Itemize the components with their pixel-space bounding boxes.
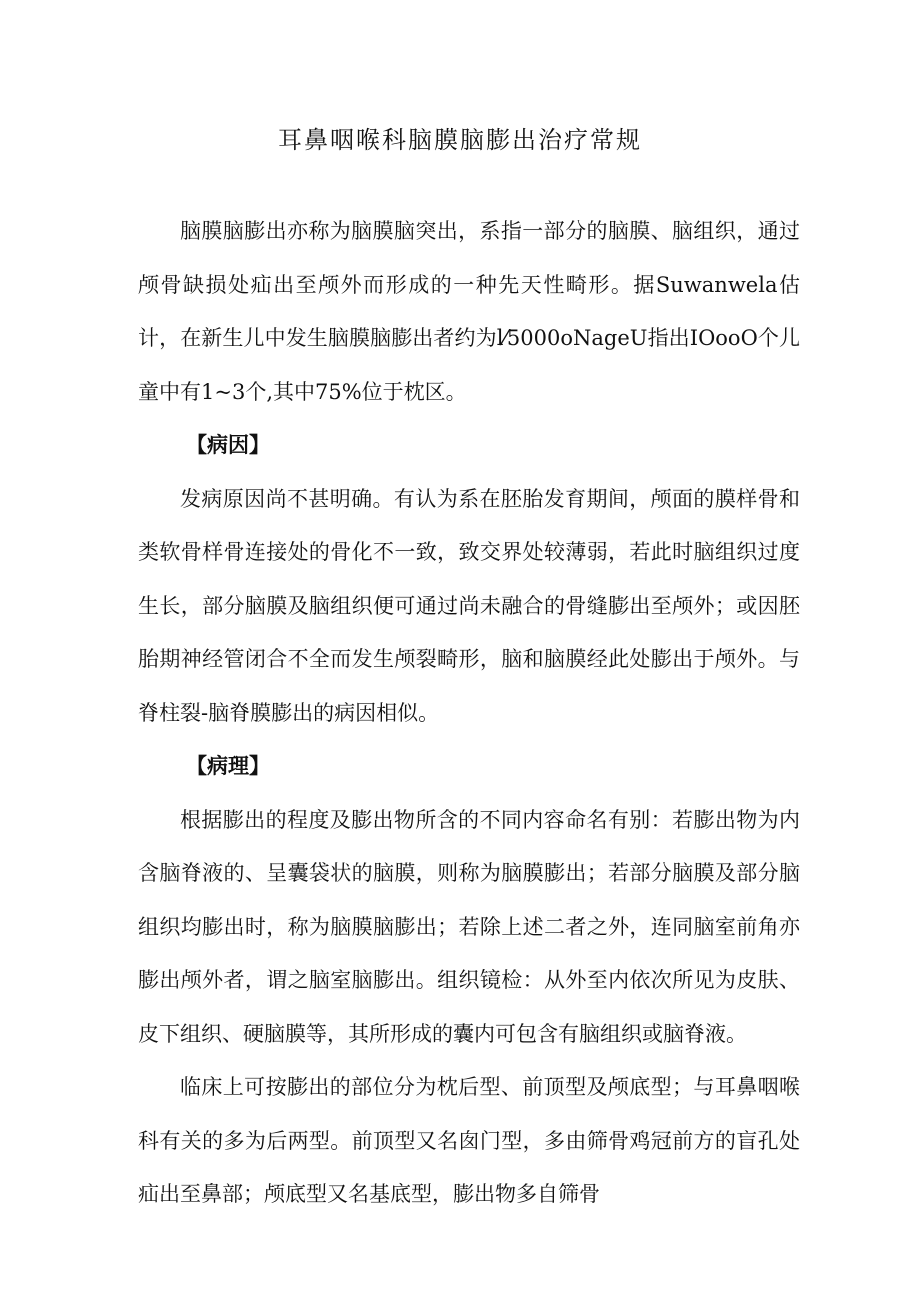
pathology-paragraph-1: 根据膨出的程度及膨出物所含的不同内容命名有别：若膨出物为内含脑脊液的、呈囊袋状的脑膜，则称为脑膜膨出；若部分脑膜及部分脑组织均膨出时，称为脑膜脑膨出；若除上述二者之外，连同脑室前角亦膨出颅外者，谓之脑室脑膨出。组织镜检：从外至内依次所见为皮肤、皮下组织、硬脑膜等，其所形成的囊内可包含有脑组织或脑脊液。 <box>138 807 800 1046</box>
section-heading-pathology: 【病理】 <box>186 754 270 778</box>
pathology-paragraph-2: 临床上可按膨出的部位分为枕后型、前顶型及颅底型；与耳鼻咽喉科有关的多为后两型。前顶型又名囱门型，多由筛骨鸡冠前方的盲孔处疝出至鼻部；颅底型又名基底型，膨出物多自筛骨 <box>138 1075 800 1206</box>
intro-paragraph: 脑膜脑膨出亦称为脑膜脑突出，系指一部分的脑膜、脑组织，通过颅骨缺损处疝出至颅外而形成的一种先天性畸形。据Suwanwela估计，在新生儿中发生脑膜脑膨出者约为l⁄5000oNageU指出IOooO个儿童中有1~3个,其中75%位于枕区。 <box>138 219 800 404</box>
document-title: 耳鼻咽喉科脑膜脑膨出治疗常规 <box>278 126 642 154</box>
cause-paragraph: 发病原因尚不甚明确。有认为系在胚胎发育期间，颅面的膜样骨和类软骨样骨连接处的骨化不一致，致交界处较薄弱，若此时脑组织过度生长，部分脑膜及脑组织便可通过尚未融合的骨缝膨出至颅外；或因胚胎期神经管闭合不全而发生颅裂畸形，脑和脑膜经此处膨出于颅外。与脊柱裂-脑脊膜膨出的病因相似。 <box>138 486 800 725</box>
section-heading-cause: 【病因】 <box>186 433 270 457</box>
document-body <box>138 205 800 1222</box>
